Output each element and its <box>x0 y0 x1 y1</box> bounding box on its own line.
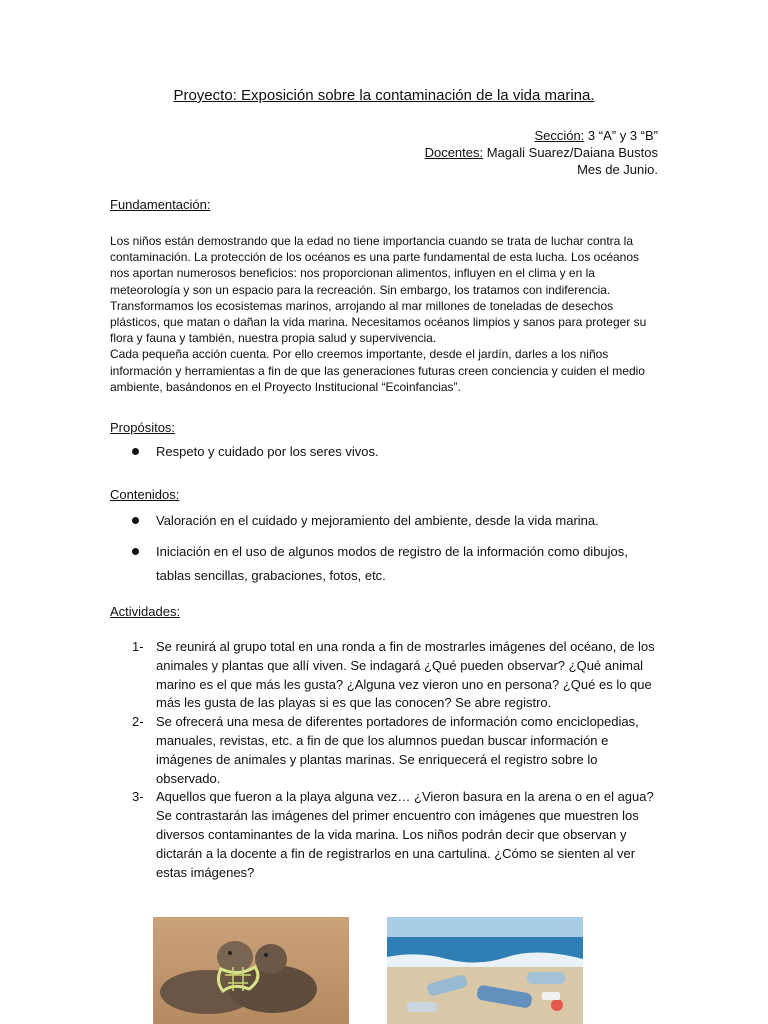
contenidos-list <box>110 509 660 595</box>
list-item: Valoración en el cuidado y mejoramiento del ambiente, desde la vida marina. <box>110 509 660 533</box>
actividades-list <box>110 638 660 882</box>
list-item: 1- Se reunirá al grupo total en una ronda a fin de mostrarles imágenes del océano, de los animales y plantas que allí viven. Se indagará ¿Qué pueden observar? ¿Qué animal marino es el que más les gusta? ¿Alguna vez vieron uno en persona? ¿Qué es lo que más les gusta de las playas si es que las conocen? Se abre registro. <box>132 639 655 711</box>
page-title: Proyecto: Exposición sobre la contaminación de la vida marina. <box>173 87 595 104</box>
project-meta <box>425 127 658 178</box>
mes-line: Mes de Junio. <box>577 162 658 177</box>
contenidos-heading: Contenidos: <box>110 487 180 502</box>
bullet-icon <box>132 517 139 524</box>
seccion-line <box>425 127 658 144</box>
list-item: Iniciación en el uso de algunos modos de registro de la información como dibujos, tablas sencillas, grabaciones, fotos, etc. <box>110 540 660 588</box>
docentes-line <box>425 144 658 161</box>
list-item: 3- Aquellos que fueron a la playa alguna vez… ¿Vieron basura en la arena o en el agua? Se contrastarán las imágenes del primer encuentro con imágenes que muestren los diversos contaminantes de la vida marina. Los niños podrán decir que observan y dictarán a la docente a fin de registrarlos en una cartulina. ¿Cómo se sienten al ver estas imágenes? <box>132 789 654 880</box>
fundamentacion-paragraph-2: Cada pequeña acción cuenta. Por ello creemos importante, desde el jardín, darles a los niños información y herramientas a fin de que las generaciones futuras creen conciencia y cuiden el medio ambiente, basándonos en el Proyecto Institucional “Ecoinfancias”. <box>110 347 645 394</box>
bullet-icon <box>132 448 139 455</box>
propositos-heading: Propósitos: <box>110 420 176 435</box>
propositos-list <box>110 440 660 471</box>
sea-lions-illustration <box>153 917 349 1024</box>
bullet-icon <box>132 548 139 555</box>
seccion-value: 3 “A” y 3 “B” <box>584 128 658 143</box>
actividades-heading: Actividades: <box>110 604 181 619</box>
fundamentacion-text <box>110 233 655 395</box>
list-item: 2- Se ofrecerá una mesa de diferentes portadores de información como enciclopedias, manuales, revistas, etc. a fin de que los alumnos puedan buscar información e imágenes de animales y plantas marinas. Se enriquecerá el registro sobre lo observado. <box>132 714 639 786</box>
sea-lions-photo <box>153 917 349 1024</box>
fundamentacion-heading: Fundamentación: <box>110 197 211 212</box>
beach-pollution-illustration <box>387 917 583 1024</box>
seccion-label: Sección: <box>534 128 585 143</box>
list-item: Respeto y cuidado por los seres vivos. <box>110 440 660 464</box>
docentes-value: Magali Suarez/Daiana Bustos <box>483 145 658 160</box>
docentes-label: Docentes: <box>424 145 484 160</box>
fundamentacion-paragraph-1: Los niños están demostrando que la edad no tiene importancia cuando se trata de luchar contra la contaminación. La protección de los océanos es una parte fundamental de esta lucha. Los océanos nos aportan numerosos beneficios: nos proporcionan alimentos, influyen en el clima y en la meteorología y son un espacio para la recreación. Sin embargo, los tratamos con indiferencia. Transformamos los ecosistemas marinos, arrojando al mar millones de toneladas de desechos plásticos, que matan o dañan la vida marina. Necesitamos océanos limpios y sanos para proteger su flora y fauna y también, nuestra propia salud y supervivencia. <box>110 234 647 346</box>
beach-pollution-photo <box>387 917 583 1024</box>
